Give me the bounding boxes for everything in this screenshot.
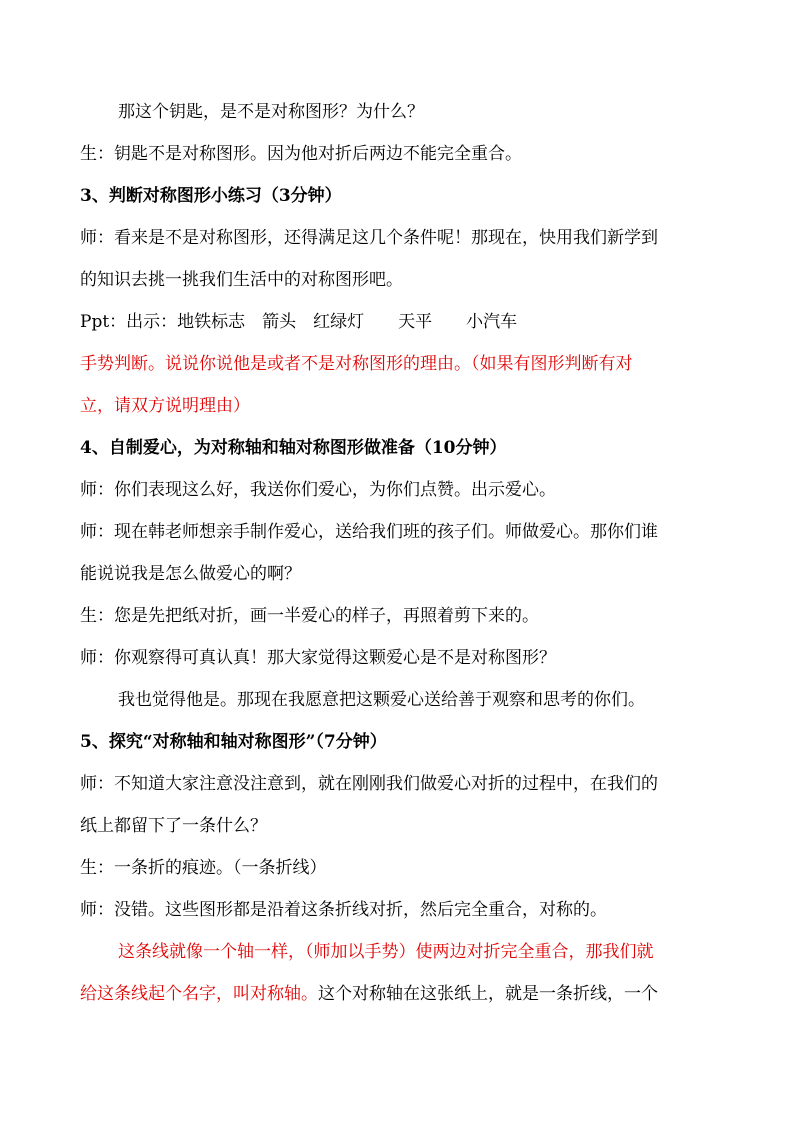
paragraph-line: 的知识去挑一挑我们生活中的对称图形吧。 (80, 270, 403, 290)
paragraph-line: 师：你们表现这么好，我送你们爱心，为你们点赞。出示爱心。 (80, 480, 556, 500)
mixed-line (80, 984, 714, 1026)
section-heading: 4、自制爱心，为对称轴和轴对称图形做准备（10分钟） (80, 438, 507, 458)
paragraph-line: 生：您是先把纸对折，画一半爱心的样子，再照着剪下来的。 (80, 606, 539, 626)
paragraph-line: 师：你观察得可真认真！那大家觉得这颗爱心是不是对称图形？ (80, 648, 556, 668)
paragraph-line: 师：看来是不是对称图形，还得满足这几个条件呢！那现在，快用我们新学到 (80, 228, 658, 248)
paragraph-line: Ppt：出示：地铁标志 箭头 红绿灯 天平 小汽车 (80, 312, 518, 332)
highlighted-line (80, 942, 714, 984)
highlighted-line: 手势判断。说说你说他是或者不是对称图形的理由。（如果有图形判断有对 (80, 354, 633, 374)
paragraph-line: 能说说我是怎么做爱心的啊？ (80, 564, 301, 584)
paragraph-line: 生：一条折的痕迹。（一条折线） (80, 858, 327, 878)
paragraph-line: 师：没错。这些图形都是沿着这条折线对折，然后完全重合，对称的。 (80, 900, 607, 920)
paragraph-line: 那这个钥匙，是不是对称图形？为什么？ (118, 102, 424, 122)
highlighted-text: 这条线就像一个轴一样，（师加以手势）使两边对折完全重合，那我们就 (118, 942, 654, 962)
paragraph-line: 生：钥匙不是对称图形。因为他对折后两边不能完全重合。 (80, 144, 522, 164)
body-text: 这个对称轴在这张纸上，就是一条折线，一个 (318, 984, 658, 1004)
paragraph-line: 师：现在韩老师想亲手制作爱心，送给我们班的孩子们。师做爱心。那你们谁 (80, 522, 658, 542)
section-heading: 5、探究“对称轴和轴对称图形”（7分钟） (80, 732, 387, 752)
paragraph-line: 我也觉得他是。那现在我愿意把这颗爱心送给善于观察和思考的你们。 (118, 690, 645, 710)
paragraph-line: 纸上都留下了一条什么？ (80, 816, 267, 836)
highlighted-line: 立，请双方说明理由） (80, 396, 250, 416)
paragraph-line: 师：不知道大家注意没注意到，就在刚刚我们做爱心对折的过程中，在我们的 (80, 774, 658, 794)
section-heading: 3、判断对称图形小练习（3分钟） (80, 186, 342, 206)
highlighted-text: 给这条线起个名字，叫对称轴。 (80, 984, 318, 1004)
